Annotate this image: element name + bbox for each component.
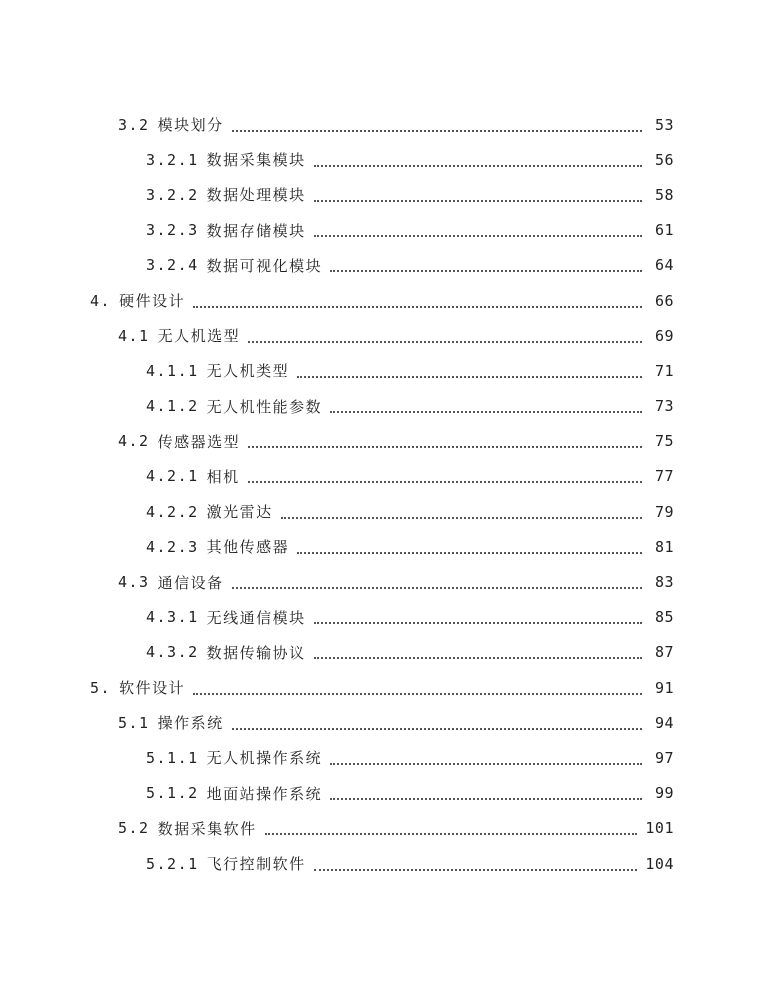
- toc-entry-page-number: 94: [654, 713, 674, 732]
- dot-leader: [314, 182, 642, 202]
- toc-entry-title: 地面站操作系统: [206, 784, 323, 803]
- toc-entry-title: 激光雷达: [206, 503, 273, 522]
- dot-leader: [330, 393, 642, 413]
- dot-leader: [314, 851, 638, 871]
- toc-entry-number: 4.2.3: [146, 537, 199, 556]
- toc-entry-title: 传感器选型: [157, 432, 241, 451]
- toc-entry-page-number: 91: [654, 678, 674, 697]
- toc-entry[interactable]: [0, 248, 765, 283]
- toc-entry-page-number: 69: [654, 326, 674, 345]
- toc-entry[interactable]: [0, 142, 765, 177]
- toc-entry-page-number: 101: [645, 819, 674, 838]
- toc-entry[interactable]: [0, 389, 765, 424]
- toc-entry-number: 4.3.2: [146, 643, 199, 662]
- toc-entry-title: 其他传感器: [206, 538, 290, 557]
- toc-entry-number: 4.1.1: [146, 361, 199, 380]
- toc-entry[interactable]: [0, 318, 765, 353]
- toc-entry-title: 无线通信模块: [206, 608, 306, 627]
- toc-entry-page-number: 81: [654, 537, 674, 556]
- dot-leader: [330, 252, 642, 272]
- toc-entry-title: 模块划分: [157, 116, 224, 135]
- toc-entry-page-number: 99: [654, 784, 674, 803]
- toc-entry[interactable]: [0, 177, 765, 212]
- toc-entry-title: 飞行控制软件: [206, 855, 306, 874]
- toc-entry-page-number: 61: [654, 221, 674, 240]
- toc-entry-number: 4.: [90, 291, 112, 310]
- dot-leader: [314, 639, 642, 659]
- toc-entry[interactable]: [0, 600, 765, 635]
- dot-leader: [265, 815, 638, 835]
- dot-leader: [232, 112, 642, 132]
- toc-entry[interactable]: [0, 811, 765, 846]
- toc-entry-number: 4.2: [118, 432, 150, 451]
- dot-leader: [314, 147, 642, 167]
- toc-entry-number: 4.2.2: [146, 502, 199, 521]
- toc-entry-number: 3.2.1: [146, 150, 199, 169]
- toc-entry-page-number: 56: [654, 150, 674, 169]
- dot-leader: [297, 534, 642, 554]
- toc-entry[interactable]: [0, 424, 765, 459]
- toc-entry-number: 3.2: [118, 115, 150, 134]
- toc-entry[interactable]: [0, 213, 765, 248]
- toc-entry[interactable]: [0, 564, 765, 599]
- dot-leader: [330, 780, 642, 800]
- toc-entry[interactable]: [0, 670, 765, 705]
- toc-entry-title: 操作系统: [157, 714, 224, 733]
- toc-entry-title: 数据传输协议: [206, 643, 306, 662]
- toc-entry-title: 数据采集模块: [206, 151, 306, 170]
- dot-leader: [314, 604, 642, 624]
- toc-entry-title: 硬件设计: [119, 292, 186, 311]
- toc-entry-page-number: 79: [654, 502, 674, 521]
- toc-entry-number: 3.2.4: [146, 256, 199, 275]
- toc-entry-number: 4.1.2: [146, 397, 199, 416]
- toc-entry[interactable]: [0, 283, 765, 318]
- toc-entry-page-number: 77: [654, 467, 674, 486]
- toc-entry-number: 5.2.1: [146, 854, 199, 873]
- toc-entry[interactable]: [0, 846, 765, 881]
- toc-entry-title: 数据处理模块: [206, 186, 306, 205]
- dot-leader: [248, 323, 642, 343]
- table-of-contents: [0, 107, 765, 881]
- toc-entry-page-number: 97: [654, 748, 674, 767]
- toc-entry-title: 无人机性能参数: [206, 397, 323, 416]
- toc-entry-page-number: 87: [654, 643, 674, 662]
- toc-entry-page-number: 104: [645, 854, 674, 873]
- toc-entry-page-number: 66: [654, 291, 674, 310]
- dot-leader: [232, 710, 642, 730]
- toc-entry-number: 5.2: [118, 819, 150, 838]
- dot-leader: [281, 499, 642, 519]
- dot-leader: [248, 428, 642, 448]
- toc-entry-title: 软件设计: [119, 679, 186, 698]
- toc-entry[interactable]: [0, 705, 765, 740]
- toc-entry-number: 4.3: [118, 573, 150, 592]
- toc-entry-number: 3.2.3: [146, 221, 199, 240]
- toc-entry-page-number: 58: [654, 185, 674, 204]
- toc-entry-title: 无人机操作系统: [206, 749, 323, 768]
- toc-entry-page-number: 75: [654, 432, 674, 451]
- toc-entry-number: 5.1.1: [146, 748, 199, 767]
- toc-entry-number: 4.3.1: [146, 608, 199, 627]
- toc-entry-title: 通信设备: [157, 573, 224, 592]
- dot-leader: [330, 745, 642, 765]
- toc-entry-number: 4.2.1: [146, 467, 199, 486]
- dot-leader: [193, 675, 642, 695]
- dot-leader: [193, 288, 642, 308]
- toc-entry[interactable]: [0, 494, 765, 529]
- toc-entry-number: 5.1: [118, 713, 150, 732]
- toc-entry-page-number: 53: [654, 115, 674, 134]
- toc-entry[interactable]: [0, 459, 765, 494]
- toc-entry[interactable]: [0, 107, 765, 142]
- toc-entry-number: 4.1: [118, 326, 150, 345]
- dot-leader: [248, 463, 642, 483]
- toc-entry[interactable]: [0, 776, 765, 811]
- toc-entry-title: 无人机类型: [206, 362, 290, 381]
- toc-entry-number: 5.: [90, 678, 112, 697]
- dot-leader: [297, 358, 642, 378]
- toc-entry-title: 数据可视化模块: [206, 256, 323, 275]
- toc-entry-page-number: 71: [654, 361, 674, 380]
- toc-entry-title: 无人机选型: [157, 327, 241, 346]
- toc-entry-page-number: 64: [654, 256, 674, 275]
- toc-entry[interactable]: [0, 353, 765, 388]
- toc-entry-number: 5.1.2: [146, 784, 199, 803]
- toc-entry-page-number: 85: [654, 608, 674, 627]
- toc-entry-page-number: 73: [654, 397, 674, 416]
- toc-entry[interactable]: [0, 529, 765, 564]
- dot-leader: [314, 217, 642, 237]
- toc-entry-title: 相机: [206, 467, 240, 486]
- toc-entry-page-number: 83: [654, 573, 674, 592]
- toc-entry[interactable]: [0, 635, 765, 670]
- toc-entry-title: 数据存储模块: [206, 221, 306, 240]
- toc-entry[interactable]: [0, 740, 765, 775]
- toc-entry-number: 3.2.2: [146, 185, 199, 204]
- toc-entry-title: 数据采集软件: [157, 819, 257, 838]
- dot-leader: [232, 569, 642, 589]
